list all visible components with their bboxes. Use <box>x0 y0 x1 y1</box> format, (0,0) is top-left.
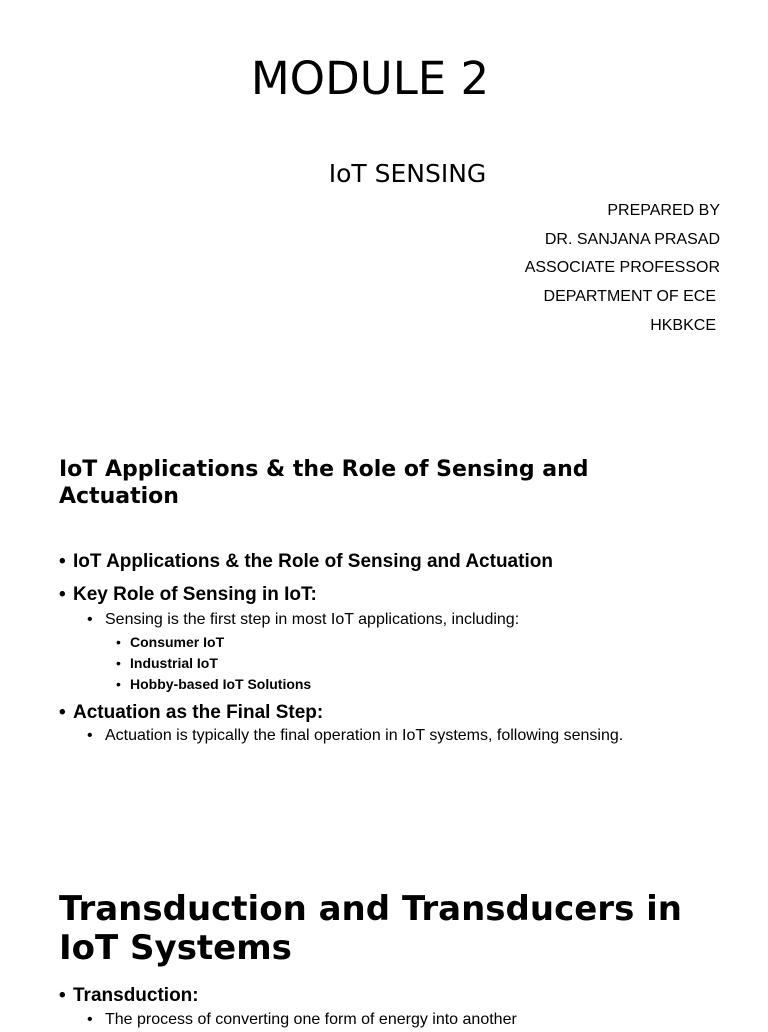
bullet-item: • Actuation as the Final Step: <box>59 697 623 724</box>
sub-sub-bullet-item: • Consumer IoT <box>59 632 623 653</box>
sub-sub-bullet-item: • Industrial IoT <box>59 653 623 674</box>
bullet-item: • Key Role of Sensing in IoT: <box>59 581 623 608</box>
module-subtitle: IoT SENSING <box>328 159 487 188</box>
bullet-item: • Transduction: <box>59 982 517 1008</box>
author-line: DR. SANJANA PRASAD <box>544 230 720 248</box>
author-line: PREPARED BY <box>607 202 720 219</box>
slide-title: Transduction and Transducers in IoT Systems <box>59 889 683 968</box>
slide-title: IoT Applications & the Role of Sensing and Actuation <box>59 457 589 509</box>
author-line: ASSOCIATE PROFESSOR <box>524 259 720 277</box>
bullet-list <box>59 548 623 748</box>
author-info <box>525 197 720 341</box>
module-title: MODULE 2 <box>250 52 490 105</box>
sub-bullet-item: • Actuation is typically the final operation in IoT systems, following sensing. <box>59 724 623 748</box>
sub-bullet-item: • The process of converting one form of energy into another <box>59 1008 517 1032</box>
bullet-item: • IoT Applications & the Role of Sensing and Actuation <box>59 548 623 581</box>
sub-sub-bullet-item: • Hobby-based IoT Solutions <box>59 674 623 697</box>
author-line: DEPARTMENT OF ECE <box>543 288 716 306</box>
sub-bullet-item: • Sensing is the first step in most IoT applications, including: <box>59 608 623 632</box>
bullet-list <box>59 982 517 1032</box>
author-line: HKBKCE <box>650 316 716 334</box>
